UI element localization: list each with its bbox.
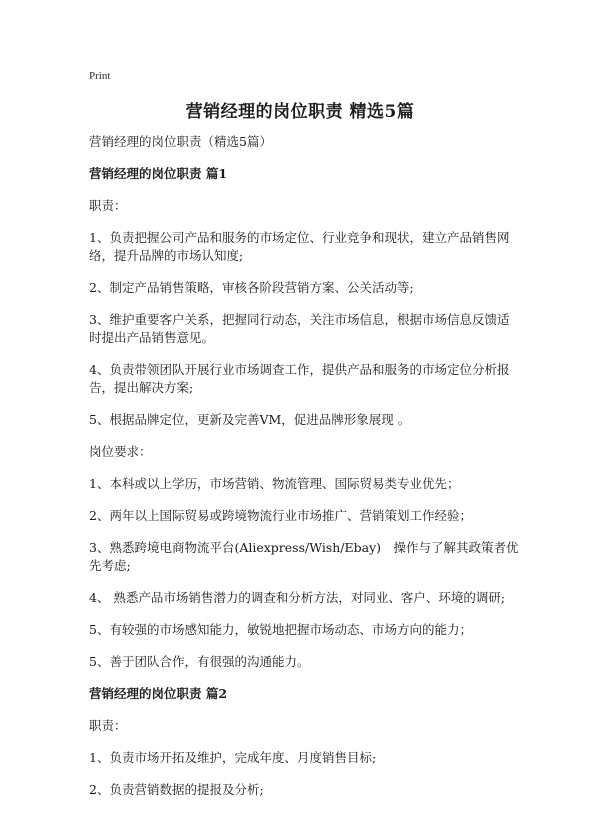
duty-item: 1、负责把握公司产品和服务的市场定位、行业竞争和现状，建立产品销售网络，提升品牌的市场认知度; <box>89 230 510 263</box>
document-subtitle: 营销经理的岗位职责（精选5篇） <box>89 134 272 149</box>
requirement-item: 2、两年以上国际贸易或跨境物流行业市场推广、营销策划工作经验； <box>89 508 472 523</box>
requirement-item: 1、本科或以上学历，市场营销、物流管理、国际贸易类专业优先； <box>89 476 460 491</box>
section-1-requirements-label: 岗位要求： <box>89 444 152 459</box>
duty-item: 1、负责市场开拓及维护，完成年度、月度销售目标; <box>89 750 377 765</box>
duty-item: 4、负责带领团队开展行业市场调查工作，提供产品和服务的市场定位分析报告，提出解决方案; <box>89 362 510 395</box>
duty-item: 3、维护重要客户关系，把握同行动态，关注市场信息，根据市场信息反馈适时提出产品销售意见。 <box>89 312 510 345</box>
requirement-item: 4、 熟悉产品市场销售潜力的调查和分析方法，对同业、客户、环境的调研; <box>89 590 506 605</box>
duty-item: 5、根据品牌定位，更新及完善VM，促进品牌形象展现 。 <box>89 412 411 427</box>
document-title: 营销经理的岗位职责 精选5篇 <box>185 102 415 122</box>
duty-item: 2、负责营销数据的提报及分析; <box>89 782 264 797</box>
section-1-heading: 营销经理的岗位职责 篇1 <box>89 166 228 181</box>
requirement-item: 5、善于团队合作，有很强的沟通能力。 <box>89 654 310 669</box>
requirement-item: 3、熟悉跨境电商物流平台(Aliexpress/Wish/Ebay) 操作与了解其政策者优先考虑; <box>89 540 519 573</box>
section-2-duties-label: 职责： <box>89 718 127 733</box>
section-2-heading: 营销经理的岗位职责 篇2 <box>89 686 228 701</box>
document-body <box>89 133 519 813</box>
duty-item: 2、制定产品销售策略，审核各阶段营销方案、公关活动等; <box>89 280 414 295</box>
section-1-duties-label: 职责： <box>89 198 127 213</box>
print-label: Print <box>89 70 111 82</box>
requirement-item: 5、有较强的市场感知能力，敏锐地把握市场动态、市场方向的能力； <box>89 622 472 637</box>
